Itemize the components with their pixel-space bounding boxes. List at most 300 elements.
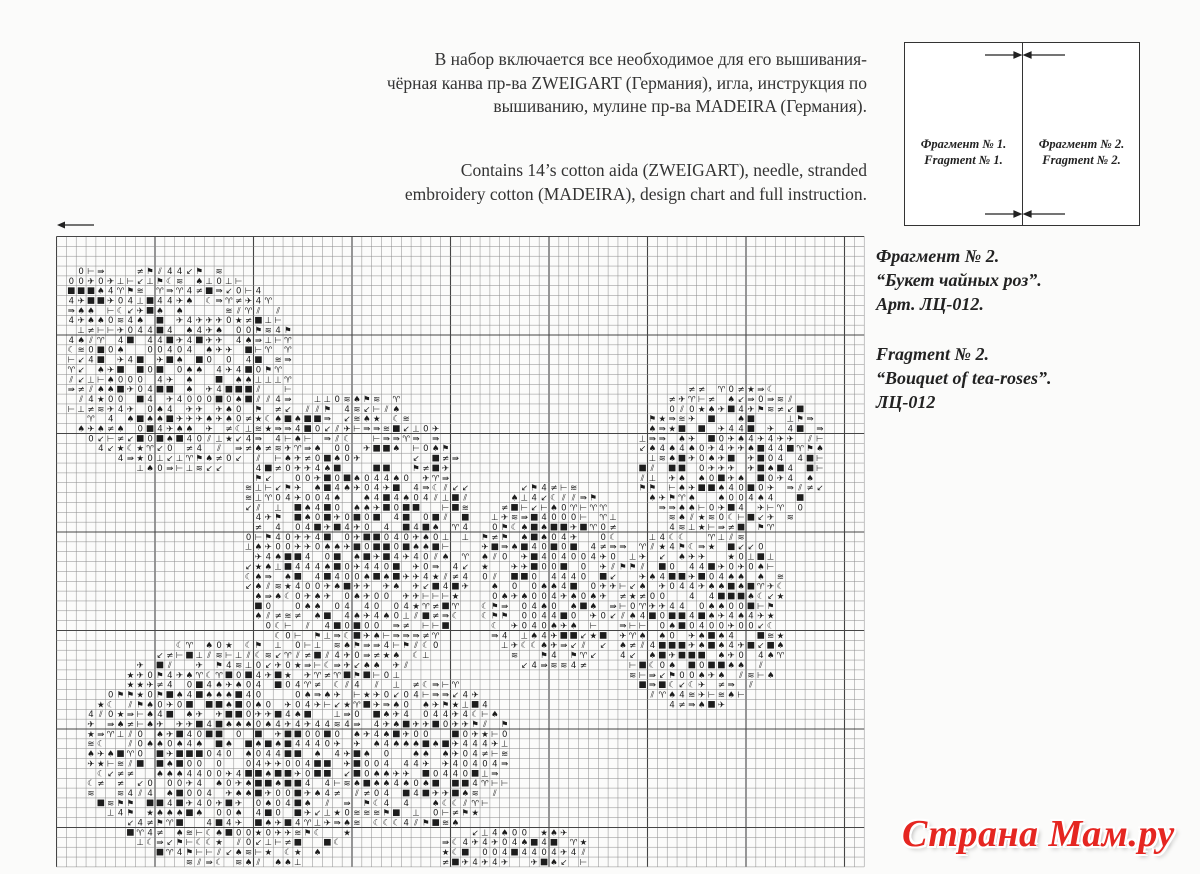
stitch-symbol: ✈ [461, 582, 469, 593]
stitch-symbol: ✈ [254, 552, 262, 563]
stitch-solid [639, 681, 646, 688]
stitch-symbol: ✈ [264, 670, 272, 681]
stitch-symbol: ⚑ [628, 562, 637, 573]
stitch-symbol: ⊢ [481, 710, 489, 721]
stitch-symbol: 0 [88, 434, 94, 445]
stitch-symbol: ⊢ [441, 680, 450, 691]
stitch-symbol: 4 [403, 818, 409, 829]
stitch-solid [393, 563, 400, 570]
stitch-symbol: ✈ [166, 700, 174, 711]
stitch-solid [551, 543, 558, 550]
stitch-symbol: ⊢ [284, 434, 292, 445]
stitch-symbol: 0 [541, 562, 547, 573]
stitch-symbol: ⊢ [737, 690, 745, 701]
stitch-solid [245, 386, 252, 393]
stitch-symbol: ≋ [215, 651, 223, 662]
stitch-solid [295, 731, 302, 738]
stitch-symbol: ⫽ [276, 306, 281, 317]
stitch-symbol: ≋ [767, 631, 775, 642]
stitch-symbol: 0 [758, 542, 764, 553]
stitch-symbol: ✈ [343, 424, 351, 435]
stitch-symbol: 0 [334, 503, 340, 514]
stitch-symbol: ♠ [392, 582, 401, 593]
stitch-symbol: 4 [383, 759, 390, 770]
stitch-symbol: ⚑ [353, 670, 361, 681]
stitch-symbol: ⊢ [313, 660, 322, 671]
stitch-solid [255, 731, 262, 738]
stitch-solid [255, 603, 262, 610]
stitch-symbol: ★ [707, 542, 716, 553]
stitch-symbol: 4 [295, 582, 301, 593]
stitch-solid [98, 356, 105, 363]
stitch-symbol: ♠ [747, 591, 755, 602]
stitch-symbol: 4 [127, 316, 134, 327]
stitch-symbol: 4 [354, 680, 360, 691]
stitch-symbol: ⇛ [333, 660, 341, 671]
stitch-symbol: ✈ [274, 729, 282, 740]
stitch-symbol: ✈ [451, 749, 459, 760]
stitch-symbol: ⫽ [256, 306, 261, 317]
stitch-solid [649, 612, 656, 619]
stitch-symbol: ✈ [304, 720, 312, 730]
stitch-symbol: ↙ [323, 424, 331, 435]
stitch-symbol: ↙ [540, 493, 548, 504]
stitch-solid [708, 435, 715, 442]
stitch-symbol: ⊥ [274, 641, 282, 652]
stitch-symbol: ♠ [500, 591, 509, 602]
stitch-symbol: 0 [147, 454, 153, 465]
stitch-symbol: ⊢ [372, 404, 381, 415]
stitch-symbol: 4 [255, 463, 262, 474]
stitch-symbol: ✈ [225, 345, 233, 356]
title-ru-line-1: Фрагмент № 2. [876, 246, 1000, 266]
stitch-symbol: 4 [462, 838, 468, 849]
stitch-symbol: ⊥ [244, 424, 253, 435]
stitch-symbol: ≠ [245, 444, 253, 455]
stitch-symbol: ♠ [431, 798, 440, 809]
stitch-symbol: ★ [658, 542, 667, 553]
stitch-symbol: ♠ [737, 582, 745, 593]
stitch-symbol: ⊥ [77, 404, 85, 415]
stitch-solid [295, 790, 302, 797]
stitch-symbol: ↙ [392, 690, 400, 701]
stitch-symbol: ♠ [195, 808, 204, 819]
stitch-symbol: ☾ [254, 651, 263, 662]
stitch-symbol: 0 [226, 808, 232, 819]
stitch-symbol: 4 [462, 739, 468, 750]
stitch-symbol: ⊢ [697, 503, 706, 514]
stitch-symbol: 0 [659, 591, 665, 602]
stitch-symbol: 4 [255, 513, 262, 524]
stitch-symbol: ⫽ [256, 394, 261, 405]
stitch-solid [452, 859, 459, 866]
stitch-symbol: ✈ [767, 582, 775, 593]
stitch-symbol: ✈ [176, 670, 184, 681]
stitch-symbol: 4 [531, 660, 537, 671]
stitch-symbol: ♠ [707, 582, 716, 593]
stitch-symbol: ⇛ [363, 641, 371, 652]
stitch-symbol: ♠ [707, 404, 716, 415]
stitch-symbol: ≋ [274, 444, 282, 455]
stitch-solid [639, 662, 646, 669]
stitch-solid [698, 652, 705, 659]
stitch-symbol: ★ [97, 759, 105, 770]
stitch-symbol: ≠ [274, 611, 282, 622]
stitch-solid [708, 415, 715, 422]
stitch-symbol: ≋ [402, 414, 410, 425]
stitch-symbol: ⇛ [97, 729, 105, 740]
stitch-solid [137, 396, 144, 403]
stitch-symbol: 4 [137, 326, 143, 336]
stitch-symbol: ☾ [510, 523, 519, 533]
stitch-symbol: ♈ [165, 818, 174, 829]
stitch-symbol: ≋ [353, 808, 361, 819]
stitch-symbol: ⚑ [500, 720, 509, 730]
stitch-symbol: ✈ [560, 828, 568, 839]
stitch-symbol: ⚑ [441, 700, 450, 711]
stitch-symbol: ♠ [185, 385, 194, 396]
stitch-solid [216, 396, 223, 403]
stitch-symbol: ✈ [146, 680, 154, 691]
stitch-symbol: ★ [727, 552, 736, 563]
stitch-symbol: ⊢ [175, 463, 184, 474]
stitch-symbol: ✈ [432, 788, 440, 799]
stitch-symbol: 4 [275, 523, 281, 533]
stitch-symbol: ⊢ [668, 483, 676, 494]
stitch-symbol: 0 [295, 601, 301, 612]
stitch-symbol: ✈ [156, 355, 164, 366]
stitch-symbol: ⫽ [256, 454, 261, 465]
stitch-symbol: ★ [264, 424, 273, 435]
stitch-symbol: ⊢ [274, 838, 282, 849]
stitch-symbol: ✈ [747, 404, 755, 415]
stitch-symbol: 4 [196, 444, 203, 455]
stitch-symbol: ⊢ [432, 621, 440, 632]
stitch-symbol: 0 [413, 729, 419, 740]
stitch-symbol: ♈ [638, 601, 647, 612]
stitch-symbol: ≠ [550, 483, 558, 494]
stitch-symbol: ♠ [402, 779, 410, 790]
stitch-symbol: ☾ [451, 848, 460, 859]
stitch-symbol: ⊢ [697, 394, 706, 405]
stitch-symbol: 4 [689, 611, 695, 622]
stitch-solid [196, 356, 203, 363]
stitch-symbol: 0 [393, 601, 400, 612]
stitch-symbol: ≋ [707, 513, 716, 524]
stitch-symbol: ✈ [166, 424, 174, 435]
stitch-symbol: ⇛ [698, 542, 706, 553]
stitch-symbol: 0 [373, 759, 380, 770]
stitch-symbol: ♠ [510, 542, 519, 553]
stitch-symbol: ✈ [274, 818, 282, 829]
stitch-symbol: ♠ [313, 749, 322, 760]
stitch-symbol: ♠ [530, 631, 539, 642]
stitch-symbol: ⊢ [126, 276, 135, 287]
intro-ru-line-1: В набор включается все необходимое для его вышивания- [434, 49, 867, 69]
stitch-solid [245, 770, 252, 777]
stitch-symbol: ↙ [245, 503, 253, 514]
stitch-symbol: ✈ [185, 414, 194, 425]
stitch-symbol: 4 [482, 739, 488, 750]
stitch-symbol: ♠ [569, 591, 578, 602]
stitch-symbol: ⊢ [106, 434, 115, 445]
stitch-symbol: ✈ [432, 700, 440, 711]
stitch-symbol: 0 [265, 621, 271, 632]
stitch-symbol: 4 [314, 572, 321, 583]
stitch-symbol: ⫽ [404, 660, 409, 671]
stitch-symbol: ♠ [540, 523, 548, 533]
stitch-symbol: ✈ [501, 857, 509, 868]
stitch-symbol: ♠ [274, 739, 282, 750]
stitch-solid [157, 386, 164, 393]
stitch-symbol: ≠ [294, 611, 302, 622]
stitch-symbol: 4 [226, 660, 232, 671]
stitch-symbol: ↙ [77, 365, 85, 376]
stitch-symbol: 0 [354, 572, 360, 583]
stitch-solid [295, 839, 302, 846]
stitch-symbol: ♠ [284, 572, 292, 583]
stitch-symbol: ✈ [294, 483, 302, 494]
stitch-symbol: 4 [304, 562, 311, 573]
stitch-symbol: 0 [226, 316, 232, 327]
stitch-symbol: 4 [334, 572, 340, 583]
stitch-symbol: 4 [531, 493, 537, 504]
stitch-symbol: 4 [295, 424, 301, 435]
stitch-symbol: 4 [777, 444, 784, 455]
stitch-solid [295, 800, 302, 807]
stitch-symbol: ♠ [697, 670, 706, 681]
stitch-symbol: ⊥ [264, 335, 272, 346]
stitch-symbol: ♠ [402, 739, 410, 750]
stitch-symbol: ♠ [362, 749, 371, 760]
stitch-solid [206, 731, 213, 738]
stitch-symbol: ⊢ [441, 503, 450, 514]
stitch-symbol: 0 [216, 808, 222, 819]
stitch-solid [452, 494, 459, 501]
stitch-symbol: 0 [196, 394, 203, 405]
stitch-symbol: ↙ [471, 828, 479, 839]
stitch-symbol: 4 [679, 690, 685, 701]
stitch-symbol: 0 [285, 759, 291, 770]
stitch-solid [403, 504, 410, 511]
stitch-symbol: ⚑ [156, 670, 164, 681]
stitch-symbol: 0 [600, 532, 606, 543]
fragment-1-ru: Фрагмент № 1. [920, 137, 1007, 151]
stitch-symbol: ♠ [294, 414, 302, 425]
stitch-symbol: ✈ [688, 572, 696, 583]
stitch-symbol: ⫽ [414, 611, 418, 622]
stitch-symbol: ✈ [363, 729, 371, 740]
stitch-symbol: 4 [275, 394, 281, 405]
stitch-solid [354, 750, 361, 757]
stitch-solid [531, 534, 538, 541]
stitch-symbol: 4 [295, 720, 301, 730]
stitch-symbol: ≋ [747, 670, 755, 681]
stitch-symbol: 4 [442, 710, 449, 721]
stitch-symbol: ⇛ [126, 710, 134, 721]
stitch-symbol: ✈ [373, 690, 381, 701]
stitch-symbol: ⊢ [333, 779, 341, 790]
stitch-symbol: ♠ [274, 857, 282, 868]
stitch-symbol: ≠ [776, 404, 785, 415]
stitch-symbol: 0 [718, 513, 725, 524]
stitch-symbol: ↙ [107, 444, 115, 455]
stitch-symbol: ⇛ [560, 641, 568, 652]
stitch-symbol: ≠ [166, 651, 174, 662]
stitch-solid [363, 672, 370, 679]
stitch-symbol: ☾ [244, 572, 253, 583]
stitch-symbol: ♠ [205, 414, 213, 425]
stitch-symbol: 0 [383, 749, 390, 760]
stitch-symbol: 0 [383, 532, 390, 543]
stitch-solid [432, 583, 439, 590]
stitch-symbol: ✈ [510, 591, 519, 602]
stitch-symbol: 4 [373, 473, 380, 484]
stitch-symbol: 0 [304, 729, 311, 740]
stitch-symbol: 0 [196, 729, 203, 740]
stitch-symbol: ⚑ [254, 404, 263, 415]
stitch-symbol: ⇛ [767, 394, 775, 405]
stitch-symbol: 0 [275, 542, 281, 553]
stitch-symbol: ★ [254, 828, 263, 839]
stitch-symbol: ★ [668, 424, 676, 435]
stitch-symbol: ♠ [569, 601, 578, 612]
stitch-solid [551, 524, 558, 531]
stitch-symbol: ♠ [234, 720, 243, 730]
stitch-symbol: 4 [167, 345, 173, 356]
stitch-solid [295, 573, 302, 580]
stitch-solid [324, 770, 331, 777]
stitch-symbol: ✈ [382, 582, 391, 593]
stitch-solid [373, 534, 380, 541]
stitch-symbol: 0 [107, 710, 114, 721]
stitch-symbol: ⇛ [392, 434, 400, 445]
stitch-symbol: ★ [776, 631, 785, 642]
stitch-symbol: ⇛ [432, 434, 440, 445]
stitch-symbol: ⊥ [638, 434, 647, 445]
stitch-symbol: ⊥ [175, 454, 184, 465]
stitch-solid [68, 287, 75, 294]
stitch-symbol: 4 [403, 798, 409, 809]
stitch-symbol: ≋ [254, 424, 262, 435]
stitch-symbol: 0 [334, 729, 340, 740]
stitch-solid [324, 504, 331, 511]
stitch-symbol: ⊢ [707, 523, 716, 533]
stitch-symbol: ✈ [461, 720, 469, 730]
stitch-symbol: ★ [116, 444, 125, 455]
stitch-solid [570, 583, 577, 590]
stitch-symbol: ♈ [579, 651, 588, 662]
stitch-symbol: 0 [551, 601, 557, 612]
stitch-symbol: ⚑ [274, 513, 282, 524]
stitch-symbol: 0 [314, 424, 321, 435]
stitch-symbol: ♠ [244, 335, 253, 346]
stitch-solid [216, 701, 223, 708]
stitch-solid [432, 455, 439, 462]
stitch-symbol: 4 [570, 848, 577, 859]
stitch-symbol: 0 [403, 690, 409, 701]
stitch-symbol: 4 [117, 404, 124, 415]
stitch-symbol: 0 [708, 473, 715, 484]
stitch-symbol: ✈ [294, 463, 302, 474]
stitch-symbol: ✈ [510, 621, 519, 632]
stitch-symbol: ♠ [678, 503, 686, 514]
stitch-symbol: ⊥ [313, 641, 322, 652]
stitch-symbol: ★ [136, 444, 145, 455]
stitch-symbol: 4 [698, 621, 705, 632]
stitch-symbol: ⊥ [747, 552, 755, 563]
stitch-symbol: ≠ [432, 601, 440, 612]
stitch-solid [98, 346, 105, 353]
stitch-symbol: ≠ [156, 680, 164, 691]
stitch-symbol: ↙ [225, 848, 233, 859]
stitch-solid [334, 622, 341, 629]
stitch-symbol: ⚑ [284, 326, 292, 336]
stitch-solid [186, 701, 193, 708]
stitch-symbol: ✈ [402, 552, 410, 563]
stitch-symbol: ⫽ [236, 306, 241, 317]
stitch-symbol: ✈ [392, 769, 400, 780]
stitch-symbol: ↙ [412, 454, 420, 465]
stitch-symbol: ♠ [254, 582, 263, 593]
stitch-symbol: ♠ [106, 749, 115, 760]
stitch-symbol: 4 [285, 493, 291, 504]
stitch-solid [255, 790, 262, 797]
stitch-symbol: ♠ [362, 414, 371, 425]
stitch-symbol: ≋ [737, 532, 745, 543]
stitch-symbol: ♈ [264, 493, 273, 504]
stitch-symbol: ⫽ [758, 660, 763, 671]
stitch-symbol: 4 [541, 552, 547, 563]
stitch-symbol: ✈ [717, 611, 725, 622]
stitch-symbol: ↙ [284, 404, 292, 415]
stitch-solid [196, 681, 203, 688]
stitch-symbol: ✈ [166, 394, 174, 405]
intro-russian [307, 48, 867, 119]
stitch-symbol: ⊢ [619, 601, 627, 612]
stitch-symbol: ✈ [570, 532, 578, 543]
stitch-symbol: ⇛ [284, 394, 292, 405]
stitch-symbol: 0 [275, 493, 281, 504]
stitch-symbol: ✈ [264, 513, 272, 524]
stitch-symbol: ⇛ [432, 690, 440, 701]
stitch-symbol: ↙ [658, 552, 666, 563]
stitch-symbol: 0 [679, 670, 685, 681]
stitch-symbol: 0 [236, 326, 242, 336]
stitch-symbol: ♠ [717, 670, 726, 681]
stitch-symbol: ♠ [481, 552, 489, 563]
stitch-symbol: 4 [206, 680, 212, 691]
stitch-symbol: ✈ [353, 582, 361, 593]
stitch-symbol: ✈ [727, 473, 735, 484]
stitch-solid [767, 642, 774, 649]
stitch-symbol: ⚑ [638, 483, 647, 494]
stitch-symbol: ✈ [767, 513, 775, 524]
stitch-symbol: ⫽ [808, 434, 812, 445]
stitch-symbol: ≠ [304, 454, 312, 465]
stitch-symbol: ⚑ [116, 690, 125, 701]
stitch-symbol: 4 [137, 818, 143, 829]
stitch-symbol: ★ [343, 700, 351, 711]
stitch-solid [560, 563, 567, 570]
stitch-symbol: ♠ [382, 572, 391, 583]
stitch-symbol: ✈ [166, 729, 174, 740]
stitch-symbol: ≋ [461, 503, 469, 514]
stitch-symbol: ⊢ [87, 266, 95, 277]
stitch-symbol: ⫽ [158, 266, 162, 277]
stitch-symbol: ↙ [461, 562, 469, 573]
stitch-symbol: ✈ [353, 523, 361, 533]
